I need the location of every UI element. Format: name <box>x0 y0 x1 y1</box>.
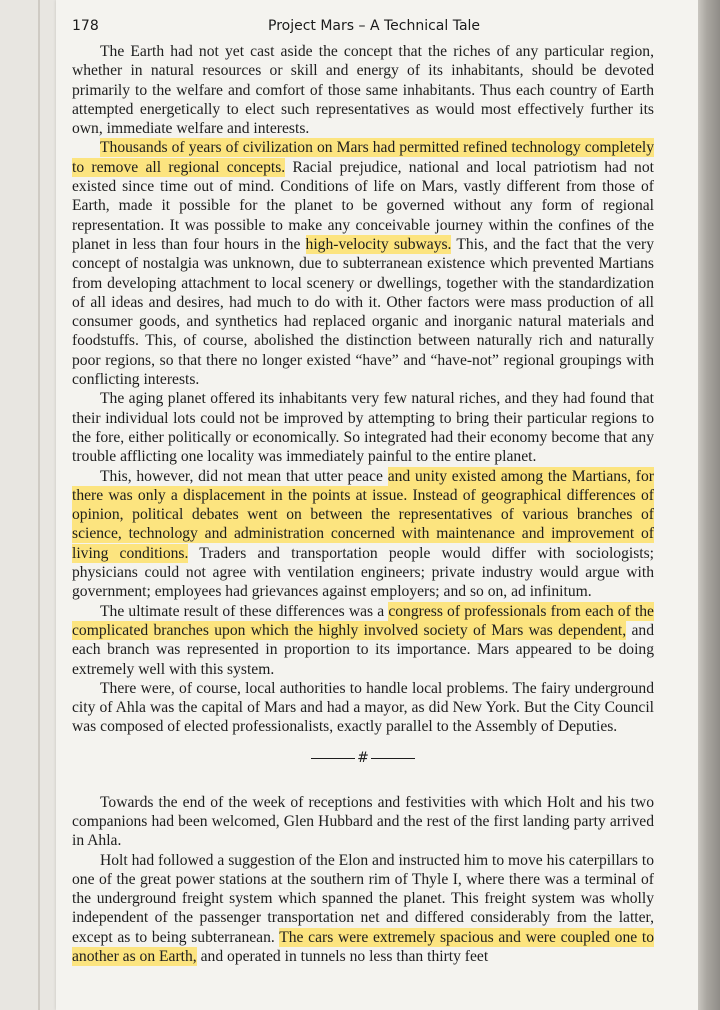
paragraph <box>72 467 654 602</box>
page-number: 178 <box>72 18 99 34</box>
separator-line-right <box>371 758 415 759</box>
paragraph <box>72 851 654 967</box>
page-header <box>72 14 652 38</box>
paragraph <box>72 679 654 737</box>
paragraph <box>72 602 654 679</box>
text-run: The ultimate result of these differences was a <box>100 602 389 620</box>
text-run: and each branch was represented in proportion to its importance. Mars appeared to be doing extremely well with this system. <box>72 621 654 678</box>
binding-margin <box>0 0 56 1010</box>
text-run: Holt had followed a suggestion of the Elon and instructed him to move his caterpillars to one of the great power stations at the southern rim of Thyle I, where there was a terminal of the underground freight system which spanned the planet. This freight system was wholly independent of the passenger transportation net and differed considerably from the latter, except as to being subterranean. <box>72 851 654 946</box>
text-run: The Earth had not yet cast aside the concept that the riches of any particular region, whether in natural resources or skill and energy of its inhabitants, should be devoted primarily to the welfare and comfort of those same inhabitants. Thus each country of Earth attempted energetically to elect such representatives as would most effectively further its own, immediate welfare and interests. <box>72 43 654 138</box>
highlighted-text: congress of professionals from each of the complicated branches upon which the highly involved society of Mars was dependent, <box>72 602 654 639</box>
separator-line-left <box>311 758 355 759</box>
text-block-2 <box>72 793 654 967</box>
separator-mark: # <box>357 749 369 766</box>
text-run: This, and the fact that the very concept of nostalgia was unknown, due to subterranean existence which prevented Martians from developing attachment to local scenery or dwellings, together with the standardization of all ideas and desires, had much to do with it. Other factors were mass production of all consumer goods, and synthetics had replaced organic and inorganic natural materials and foodstuffs. This, of course, abolished the distinction between naturally rich and naturally poor regions, so that there no longer existed “have” and “have-not” regional groupings with conflicting interests. <box>72 235 654 389</box>
text-run: This, however, did not mean that utter peace <box>100 467 388 485</box>
highlighted-text: Thousands of years of civilization on Mars had permitted refined technology completely to remove all regional concepts. <box>72 139 654 176</box>
highlighted-text: high-velocity subways. <box>305 235 452 253</box>
paragraph <box>72 793 654 851</box>
text-block-1 <box>72 42 654 737</box>
running-title: Project Mars – A Technical Tale <box>268 18 481 34</box>
body-text <box>72 42 654 966</box>
text-run: Towards the end of the week of receptions and festivities with which Holt and his two companions had been welcomed, Glen Hubbard and the rest of the first landing party arrived in Ahla. <box>72 793 654 850</box>
highlighted-text: The cars were extremely spacious and were coupled one to another as on Earth, <box>72 928 654 966</box>
text-run: The aging planet offered its inhabitants very few natural riches, and they had found that their individual lots could not be improved by attempting to bring their particular regions to the fore, either politically or economically. So integrated had their economy become that any trouble afflicting one locality was immediately painful to the entire planet. <box>72 390 654 466</box>
paragraph <box>72 42 654 138</box>
section-separator <box>72 749 654 769</box>
page-edge <box>698 0 720 1010</box>
text-run: Racial prejudice, national and local patriotism had not existed since time out of mind. Conditions of life on Mars, vastly different from those of Earth, made it possible for the planet to be governed without any form of regional representation. It was possible to make any conceivable journey within the confines of the planet in less than four hours in the <box>72 158 654 253</box>
highlighted-text: and unity existed among the Martians, for there was only a displacement in the points at issue. Instead of geographical differences of opinion, political debates went on between the representatives of various branches of science, technology and administration concerned with maintenance and improvement of living conditions. <box>72 467 654 562</box>
text-run: Traders and transportation people would differ with sociologists; physicians could not agree with ventilation engineers; private industry would argue with government; employees had grievances against employers; and so on, ad infinitum. <box>72 544 655 601</box>
text-run: and operated in tunnels no less than thirty feet <box>196 948 489 966</box>
paragraph <box>72 138 654 389</box>
text-run: There were, of course, local authorities to handle local problems. The fairy underground city of Ahla was the capital of Mars and had a mayor, as did New York. But the City Council was composed of elected professionalists, exactly parallel to the Assembly of Deputies. <box>72 679 654 736</box>
paragraph <box>72 389 654 466</box>
